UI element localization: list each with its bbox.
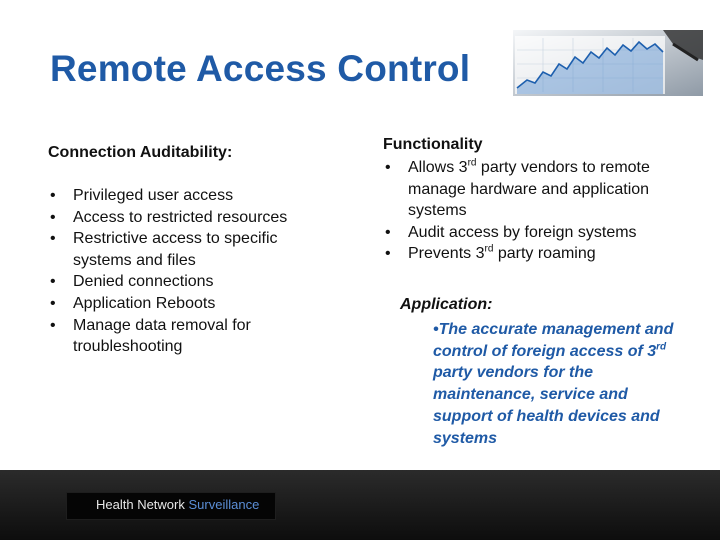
application-text: •The accurate management and control of foreign access of 3rd party vendors for the maintenance, service and support of health devices and systems: [433, 321, 674, 447]
footer-brand: Health Network Surveillance: [96, 497, 260, 512]
auditability-list: [48, 185, 338, 358]
list-item: • Audit access by foreign systems: [383, 222, 693, 244]
functionality-heading: Functionality: [383, 136, 483, 153]
list-item: • Access to restricted resources: [48, 207, 338, 229]
list-item: • Restrictive access to specific systems and files: [48, 228, 338, 271]
list-item: • Denied connections: [48, 271, 338, 293]
connection-auditability-heading: Connection Auditability:: [48, 144, 233, 161]
list-item: • Manage data removal for troubleshooting: [48, 315, 338, 358]
slide-title: Remote Access Control: [50, 48, 471, 89]
list-item: • Allows 3rd party vendors to remote manage hardware and application systems: [383, 157, 693, 222]
list-item: • Prevents 3rd party roaming: [383, 243, 693, 265]
stock-chart-photo: [513, 30, 703, 96]
functionality-list: [383, 157, 693, 265]
application-heading: Application:: [400, 296, 493, 313]
list-item: • Application Reboots: [48, 293, 338, 315]
list-item: • Privileged user access: [48, 185, 338, 207]
